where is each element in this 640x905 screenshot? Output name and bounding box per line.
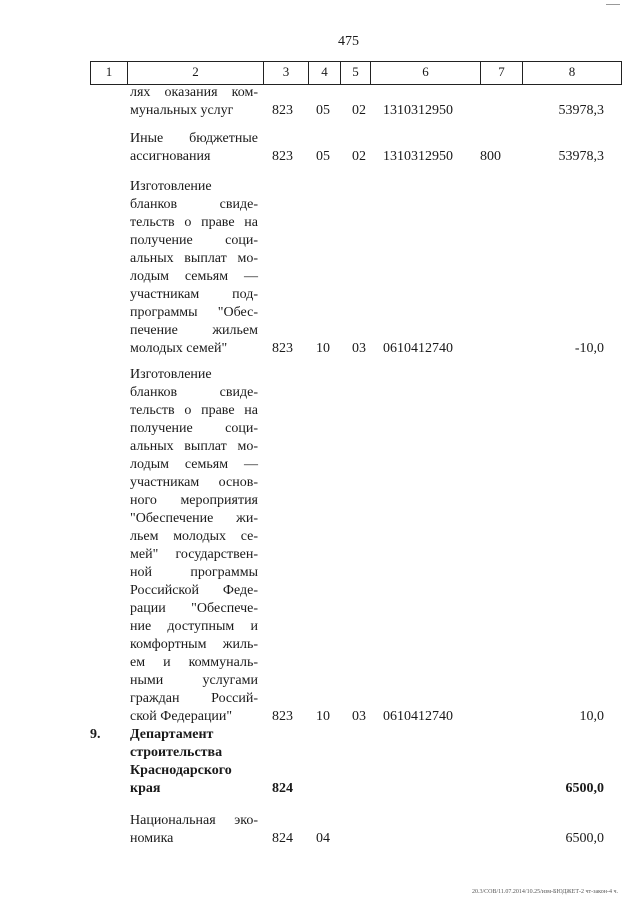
cell-col8: -10,0 [574,341,604,356]
description-line: получение соци- [130,421,258,436]
description-line: Изготовление [130,179,212,194]
description-line: лодым семьям — [130,457,258,472]
cell-col3: 823 [272,709,293,724]
cell-col8: 6500,0 [565,831,604,846]
description-line: тельств о праве на [130,403,258,418]
description-line: мунальных услуг [130,103,234,118]
cell-col8: 10,0 [579,709,604,724]
cell-col4: 04 [316,831,330,846]
cell-col3: 823 [272,149,293,164]
cell-col5: 02 [352,103,366,118]
row-description [130,366,258,726]
cell-col7: 800 [480,149,501,164]
description-line: Российской Феде- [130,583,258,598]
description-line: ассигнования [130,149,211,164]
row-description [130,178,258,358]
description-line: участникам под- [130,287,258,302]
description-line: мей" государствен- [130,547,258,562]
description-line: Краснодарского [130,763,232,778]
cell-col5: 03 [352,341,366,356]
header-col-3: 3 [264,62,309,84]
description-line: комфортным жиль- [130,637,258,652]
cell-col6: 0610412740 [383,709,453,724]
description-line: "Обеспечение жи- [130,511,258,526]
cell-col5: 03 [352,709,366,724]
cell-col8: 53978,3 [558,103,604,118]
description-line: ской Федерации" [130,709,233,724]
header-col-6: 6 [371,62,481,84]
row-description [130,130,258,166]
description-line: бланков свиде- [130,197,258,212]
header-col-4: 4 [309,62,341,84]
description-line: бланков свиде- [130,385,258,400]
row-description [130,84,258,120]
row-number: 9. [90,727,101,742]
description-line: молодых семей" [130,341,228,356]
description-line: лодым семьям — [130,269,258,284]
page-number: 475 [338,34,359,49]
header-col-5: 5 [341,62,371,84]
cell-col3: 824 [272,831,293,846]
description-line: ем и коммуналь- [130,655,258,670]
description-line: рации "Обеспече- [130,601,258,616]
cell-col4: 10 [316,341,330,356]
description-line: альных выплат мо- [130,439,258,454]
description-line: края [130,781,161,796]
corner-mark [606,4,620,5]
header-col-2: 2 [128,62,264,84]
cell-col4: 05 [316,149,330,164]
cell-col3: 824 [272,781,293,796]
cell-col3: 823 [272,341,293,356]
cell-col4: 10 [316,709,330,724]
description-line: Изготовление [130,367,212,382]
description-line: льем молодых се- [130,529,258,544]
description-line: ние доступным и [130,619,258,634]
row-description [130,726,258,798]
description-line: граждан Россий- [130,691,258,706]
cell-col8: 53978,3 [558,149,604,164]
description-line: ного мероприятия [130,493,258,508]
description-line: Национальная эко- [130,813,258,828]
description-line: строительства [130,745,223,760]
header-col-7: 7 [481,62,523,84]
description-line: Департамент [130,727,214,742]
cell-col4: 05 [316,103,330,118]
cell-col3: 823 [272,103,293,118]
description-line: ной программы [130,565,258,580]
description-line: программы "Обес- [130,305,258,320]
description-line: участникам основ- [130,475,258,490]
description-line: альных выплат мо- [130,251,258,266]
description-line: номика [130,831,174,846]
cell-col6: 1310312950 [383,149,453,164]
cell-col6: 0610412740 [383,341,453,356]
description-line: Иные бюджетные [130,131,258,146]
header-col-1: 1 [91,62,128,84]
description-line: печение жильем [130,323,258,338]
header-col-8: 8 [568,64,576,79]
cell-col6: 1310312950 [383,103,453,118]
description-line: лях оказания ком- [130,85,258,100]
cell-col5: 02 [352,149,366,164]
table-header [90,61,622,85]
footer-note: 20.3/СОВ/11.07.2014/10.25/изм-БЮДЖЕТ-2 чт-закон-4 ч. [471,889,618,895]
row-description [130,812,258,848]
description-line: получение соци- [130,233,258,248]
description-line: тельств о праве на [130,215,258,230]
cell-col8: 6500,0 [565,781,604,796]
description-line: ными услугами [130,673,258,688]
